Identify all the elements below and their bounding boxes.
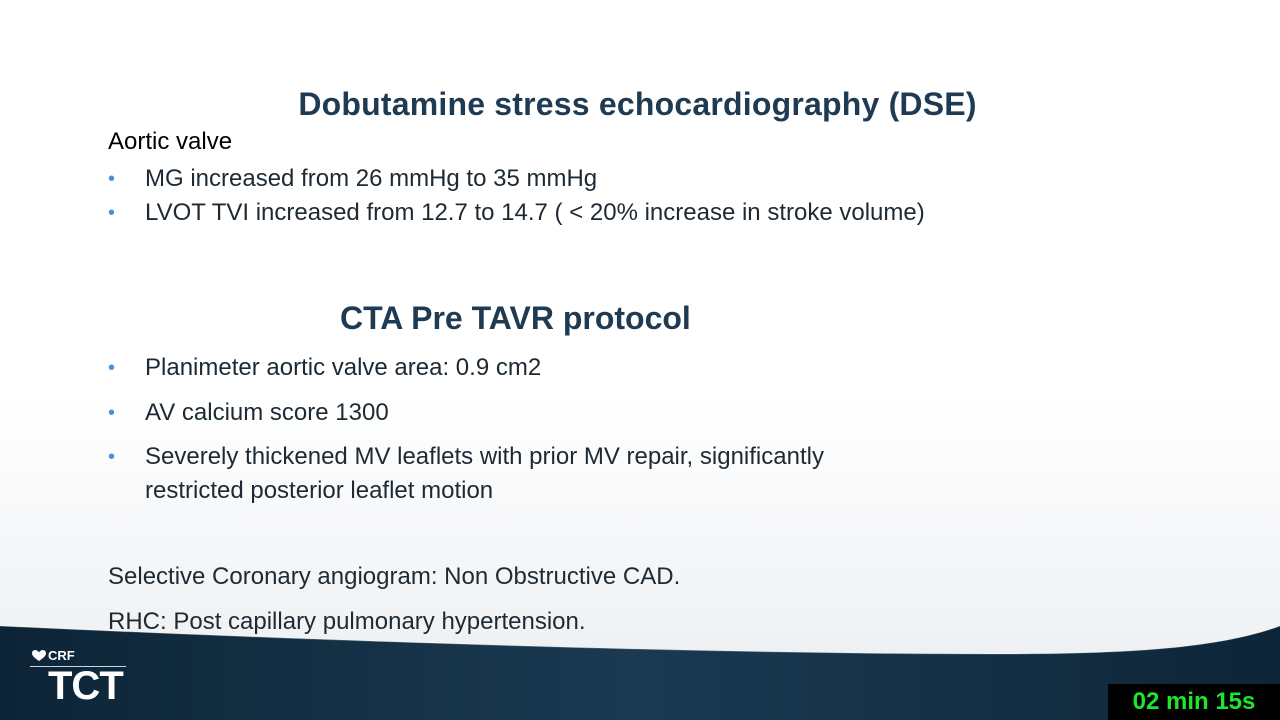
rhc-line: RHC: Post capillary pulmonary hypertension. — [108, 608, 586, 635]
footer-band — [0, 624, 1280, 720]
dse-title: Dobutamine stress echocardiography (DSE) — [298, 86, 977, 122]
heart-icon — [32, 650, 46, 662]
bullet-dot-icon: • — [108, 402, 116, 424]
bullet-dot-icon: • — [108, 168, 116, 190]
tct-logo — [30, 646, 140, 710]
footer-wave-shape — [0, 624, 1280, 720]
tct-wordmark: TCT — [48, 664, 123, 708]
crf-text: CRF — [48, 648, 75, 663]
angiogram-line: Selective Coronary angiogram: Non Obstructive CAD. — [108, 563, 681, 590]
bullet-dot-icon: • — [108, 357, 116, 379]
cta-title: CTA Pre TAVR protocol — [340, 300, 691, 336]
cta-bullet-1-text: Planimeter aortic valve area: 0.9 cm2 — [145, 354, 542, 381]
countdown-timer: 02 min 15s — [1108, 684, 1280, 720]
cta-bullet-3-continued-text: restricted posterior leaflet motion — [145, 477, 494, 504]
bullet-dot-icon: • — [108, 446, 116, 468]
dse-bullet-2-text: LVOT TVI increased from 12.7 to 14.7 ( < 20% increase in stroke volume) — [145, 199, 925, 226]
dse-bullet-1-text: MG increased from 26 mmHg to 35 mmHg — [145, 165, 598, 192]
bullet-dot-icon: • — [108, 202, 116, 224]
aortic-valve-label: Aortic valve — [108, 128, 233, 155]
crf-wordmark — [32, 648, 75, 663]
cta-bullet-2-text: AV calcium score 1300 — [145, 399, 389, 426]
cta-bullet-3-text: Severely thickened MV leaflets with prior MV repair, significantly — [145, 443, 824, 470]
